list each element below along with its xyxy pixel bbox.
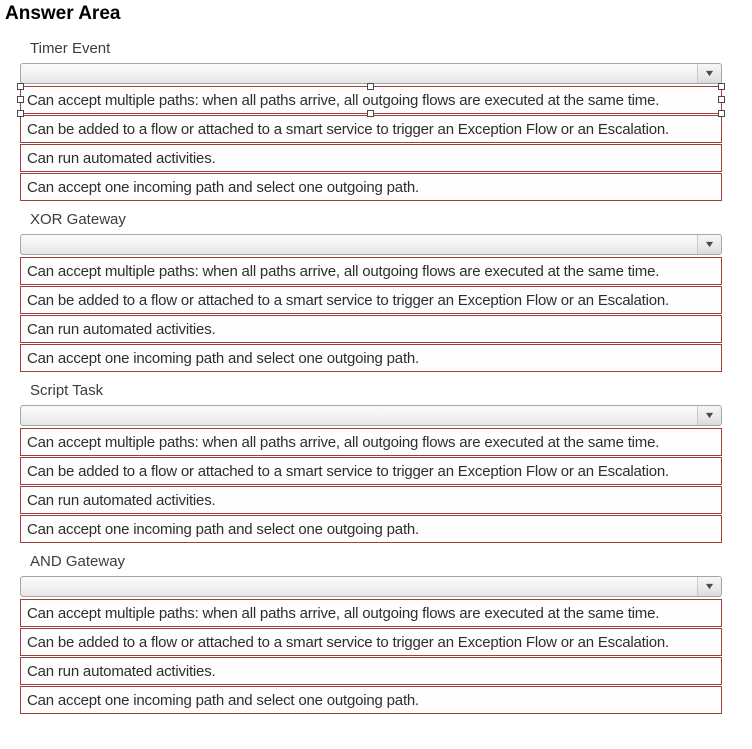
drag-handle[interactable]	[17, 96, 24, 103]
answer-area	[20, 41, 722, 714]
answer-dropdown[interactable]	[20, 234, 722, 255]
section-and-gateway	[20, 554, 722, 714]
option-label: Can be added to a flow or attached to a smart service to trigger an Exception Flow or an Escalation.	[27, 633, 670, 651]
option-row[interactable]	[20, 599, 722, 627]
answer-dropdown[interactable]	[20, 576, 722, 597]
option-row[interactable]	[20, 457, 722, 485]
option-label: Can accept multiple paths: when all paths arrive, all outgoing flows are executed at the same time.	[27, 433, 660, 451]
option-row[interactable]	[20, 628, 722, 656]
section-label: XOR Gateway	[30, 211, 126, 228]
option-label: Can run automated activities.	[27, 149, 216, 167]
section-label: Script Task	[30, 382, 104, 399]
option-label: Can accept one incoming path and select one outgoing path.	[27, 349, 420, 367]
chevron-down-icon: ▼	[703, 410, 716, 420]
option-row[interactable]	[20, 657, 722, 685]
option-list	[20, 428, 722, 543]
section-timer-event	[20, 41, 722, 201]
drag-handle[interactable]	[367, 83, 374, 90]
option-row[interactable]	[20, 115, 722, 143]
option-row[interactable]	[20, 515, 722, 543]
option-row[interactable]	[20, 428, 722, 456]
dropdown-value	[21, 406, 721, 408]
drag-handle[interactable]	[367, 110, 374, 117]
answer-dropdown[interactable]	[20, 405, 722, 426]
option-label: Can accept multiple paths: when all paths arrive, all outgoing flows are executed at the same time.	[27, 91, 660, 109]
option-list	[20, 599, 722, 714]
drag-handle[interactable]	[718, 83, 725, 90]
dropdown-value	[21, 577, 721, 579]
answer-dropdown[interactable]	[20, 63, 722, 84]
option-label: Can be added to a flow or attached to a smart service to trigger an Exception Flow or an Escalation.	[27, 120, 670, 138]
chevron-down-icon: ▼	[703, 68, 716, 78]
option-row[interactable]	[20, 286, 722, 314]
drag-handle[interactable]	[718, 96, 725, 103]
option-label: Can run automated activities.	[27, 662, 216, 680]
dropdown-arrow-button[interactable]	[697, 64, 721, 83]
option-row[interactable]	[20, 173, 722, 201]
option-label: Can accept one incoming path and select one outgoing path.	[27, 178, 420, 196]
drag-handle[interactable]	[17, 110, 24, 117]
drag-handle[interactable]	[718, 110, 725, 117]
option-row[interactable]	[20, 686, 722, 714]
chevron-down-icon: ▼	[703, 239, 716, 249]
option-row[interactable]	[20, 486, 722, 514]
option-label: Can run automated activities.	[27, 491, 216, 509]
option-row[interactable]	[20, 257, 722, 285]
page-title: Answer Area	[5, 3, 121, 24]
option-row[interactable]	[20, 344, 722, 372]
section-label: AND Gateway	[30, 553, 126, 570]
option-label: Can be added to a flow or attached to a smart service to trigger an Exception Flow or an Escalation.	[27, 462, 670, 480]
option-label: Can run automated activities.	[27, 320, 216, 338]
option-label: Can accept multiple paths: when all paths arrive, all outgoing flows are executed at the same time.	[27, 262, 660, 280]
drag-handle[interactable]	[17, 83, 24, 90]
dropdown-arrow-button[interactable]	[697, 577, 721, 596]
chevron-down-icon: ▼	[703, 581, 716, 591]
option-row[interactable]	[20, 315, 722, 343]
option-label: Can accept one incoming path and select one outgoing path.	[27, 520, 420, 538]
option-list	[20, 86, 722, 201]
dropdown-value	[21, 235, 721, 237]
option-list	[20, 257, 722, 372]
option-label: Can accept multiple paths: when all paths arrive, all outgoing flows are executed at the same time.	[27, 604, 660, 622]
option-label: Can accept one incoming path and select one outgoing path.	[27, 691, 420, 709]
dropdown-value	[21, 64, 721, 66]
dropdown-arrow-button[interactable]	[697, 406, 721, 425]
section-script-task	[20, 383, 722, 543]
option-label: Can be added to a flow or attached to a smart service to trigger an Exception Flow or an Escalation.	[27, 291, 670, 309]
section-label: Timer Event	[30, 40, 111, 57]
option-row[interactable]	[20, 144, 722, 172]
section-xor-gateway	[20, 212, 722, 372]
dropdown-arrow-button[interactable]	[697, 235, 721, 254]
option-row-selected[interactable]	[20, 86, 722, 114]
